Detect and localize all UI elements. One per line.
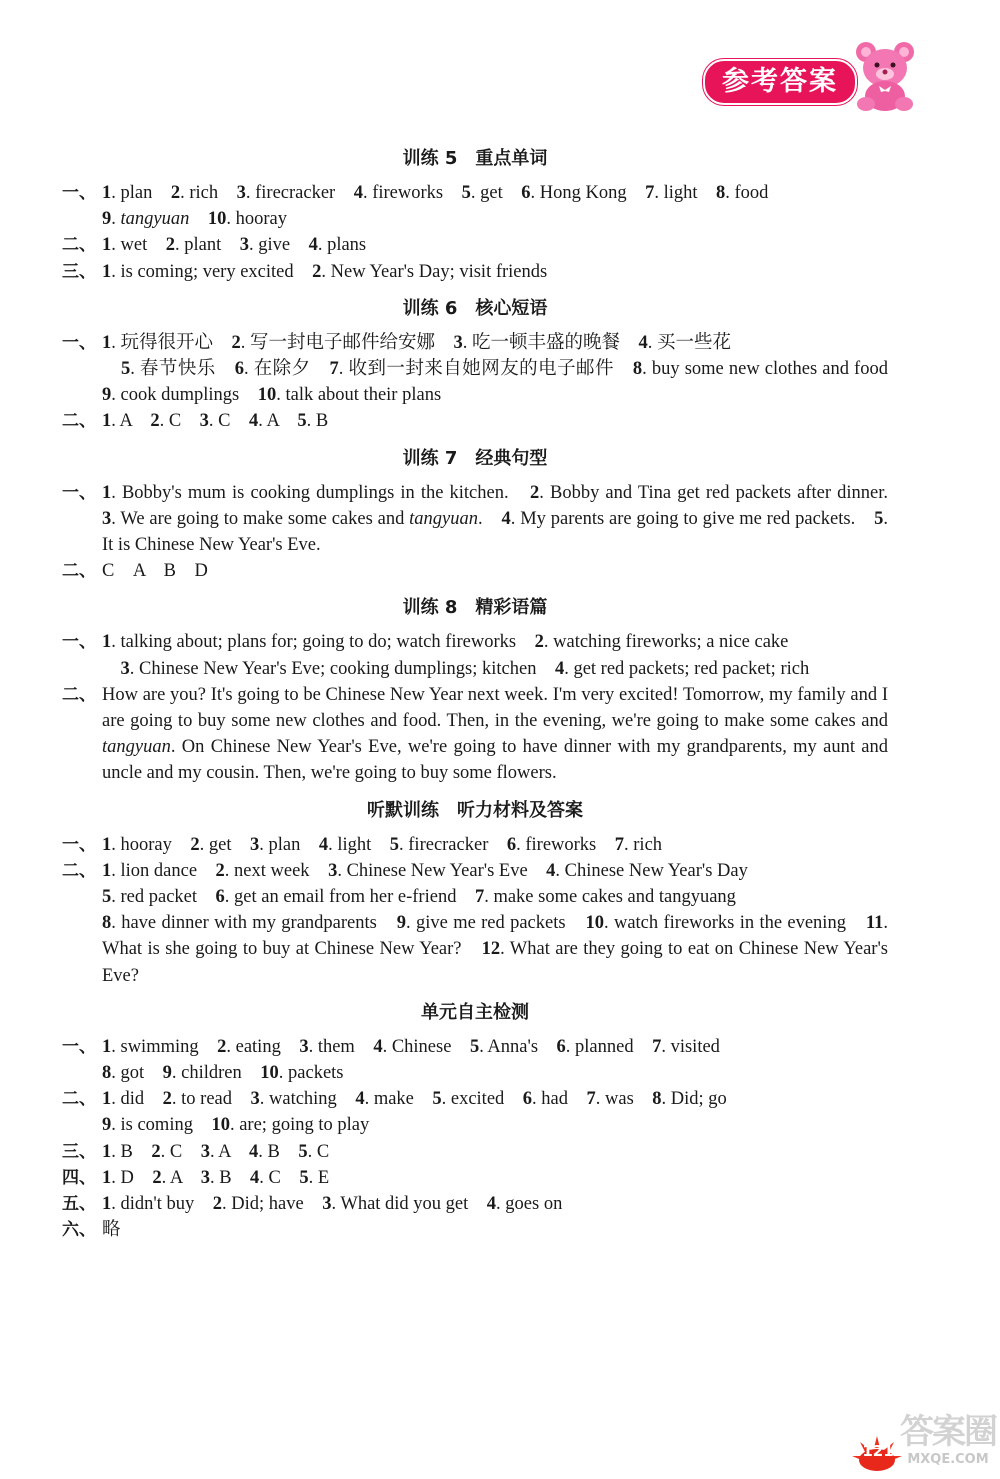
answer-text: 1. B 2. C 3. A 4. B 5. C <box>102 1141 330 1162</box>
question-answer <box>62 330 907 409</box>
question-number: 二、 <box>62 561 96 582</box>
answer-key-badge: 参考答案 <box>703 59 857 105</box>
answer-text: 略 <box>102 1220 121 1241</box>
section-title: 训练 7 经典句型 <box>402 447 548 469</box>
question-number: 一、 <box>62 183 96 203</box>
page-number: 121 <box>862 1442 894 1460</box>
question-answer <box>62 1086 888 1138</box>
answer-text: 1. talking about; plans for; going to do; watch fireworks 2. watching fireworks; a nice cake 3. Chinese New Year's Eve; cooking dumplings; kitchen 4. get red packets; red packet; rich <box>102 632 810 679</box>
question-answer <box>62 1217 888 1243</box>
question-number: 一、 <box>62 632 96 653</box>
watermark-logo-text: 答案圈 <box>900 1412 996 1452</box>
question-answer <box>62 832 888 858</box>
question-answer <box>62 1165 888 1191</box>
question-number: 一、 <box>62 482 96 503</box>
answer-text: 1. is coming; very excited 2. New Year's Day; visit friends <box>102 261 548 282</box>
question-answer <box>62 408 888 434</box>
watermark-url: MXQE.COM <box>907 1452 989 1467</box>
question-number: 五、 <box>62 1194 96 1215</box>
question-answer <box>62 259 888 285</box>
answer-text: 1. 玩得很开心 2. 写一封电子邮件给安娜 3. 吃一顿丰盛的晚餐 4. 买一些花 5. 春节快乐 6. 在除夕 7. 收到一封来自她网友的电子邮件 8. buy some new clothes and food 9. cook dumplings 10. talk about their plans <box>102 332 907 406</box>
question-number: 一、 <box>62 1036 96 1057</box>
question-answer <box>62 1034 888 1086</box>
section-title: 训练 5 重点单词 <box>402 148 548 169</box>
question-number: 二、 <box>62 411 96 432</box>
question-answer <box>62 180 888 232</box>
question-number: 六、 <box>62 1220 96 1241</box>
section <box>62 446 907 585</box>
section-title: 训练 6 核心短语 <box>402 297 548 319</box>
answer-text: 1. hooray 2. get 3. plan 4. light 5. firecracker 6. fireworks 7. rich <box>102 834 663 855</box>
question-number: 三、 <box>62 261 96 282</box>
site-watermark <box>900 1412 996 1476</box>
section <box>62 1000 888 1244</box>
answer-text: 1. A 2. C 3. C 4. A 5. B <box>102 411 329 432</box>
question-number: 四、 <box>62 1167 96 1188</box>
question-answer <box>62 682 888 787</box>
question-number: 一、 <box>62 332 96 353</box>
teddy-bear-icon <box>852 40 918 112</box>
question-answer <box>62 232 888 258</box>
answer-text: 1. swimming 2. eating 3. them 4. Chinese 5. Anna's 6. planned 7. visited 8. got 9. children 10. packets <box>102 1036 720 1084</box>
section <box>62 146 888 285</box>
answer-text: How are you? It's going to be Chinese New Year next week. I'm very excited! Tomorrow, my family and I are going to buy some new clothes and food. Then, in the evening, we're going to make some cakes and tangyuan. On Chinese New Year's Eve, we're going to have dinner with my grandparents, my aunt and uncle and my cousin. Then, we're going to buy some flowers. <box>102 684 888 784</box>
question-number: 二、 <box>62 1089 96 1110</box>
question-answer <box>62 558 888 584</box>
answer-text: 1. didn't buy 2. Did; have 3. What did you get 4. goes on <box>102 1194 563 1215</box>
answer-text: 1. plan 2. rich 3. firecracker 4. fireworks 5. get 6. Hong Kong 7. light 8. food 9. tangyuan 10. hooray <box>102 183 769 230</box>
answer-text: 1. Bobby's mum is cooking dumplings in the kitchen. 2. Bobby and Tina get red packets after dinner. 3. We are going to make some cakes and tangyuan. 4. My parents are going to give me red packets. 5. It is Chinese New Year's Eve. <box>102 482 907 556</box>
question-answer <box>62 480 907 559</box>
section-title: 听默训练 听力材料及答案 <box>367 799 583 821</box>
answer-text: 1. lion dance 2. next week 3. Chinese New Year's Eve 4. Chinese New Year's Day 5. red packet 6. get an email from her e-friend 7. make some cakes and tangyuang 8. have dinner with my grandparents 9. give me red packets 10. watch fireworks in the evening 11. What is she going to buy at Chinese New Year? 12. What are they going to eat on Chinese New Year's Eve? <box>102 860 888 986</box>
answer-text: 1. D 2. A 3. B 4. C 5. E <box>102 1167 330 1188</box>
question-answer <box>62 1191 888 1217</box>
question-answer <box>62 629 888 681</box>
section <box>62 798 888 989</box>
question-answer <box>62 858 888 989</box>
section <box>62 595 888 786</box>
question-answer <box>62 1139 888 1165</box>
question-number: 二、 <box>62 860 96 881</box>
question-number: 二、 <box>62 684 96 705</box>
question-number: 三、 <box>62 1141 96 1162</box>
question-number: 二、 <box>62 235 96 256</box>
answer-text: 1. did 2. to read 3. watching 4. make 5. excited 6. had 7. was 8. Did; go 9. is coming 10. are; going to play <box>102 1089 727 1136</box>
answer-text: 1. wet 2. plant 3. give 4. plans <box>102 235 367 256</box>
section-title: 单元自主检测 <box>421 1001 529 1023</box>
question-number: 一、 <box>62 834 96 855</box>
section <box>62 296 907 435</box>
answer-text: C A B D <box>102 561 208 582</box>
section-title: 训练 8 精彩语篇 <box>402 597 548 619</box>
answer-content <box>62 146 907 1255</box>
